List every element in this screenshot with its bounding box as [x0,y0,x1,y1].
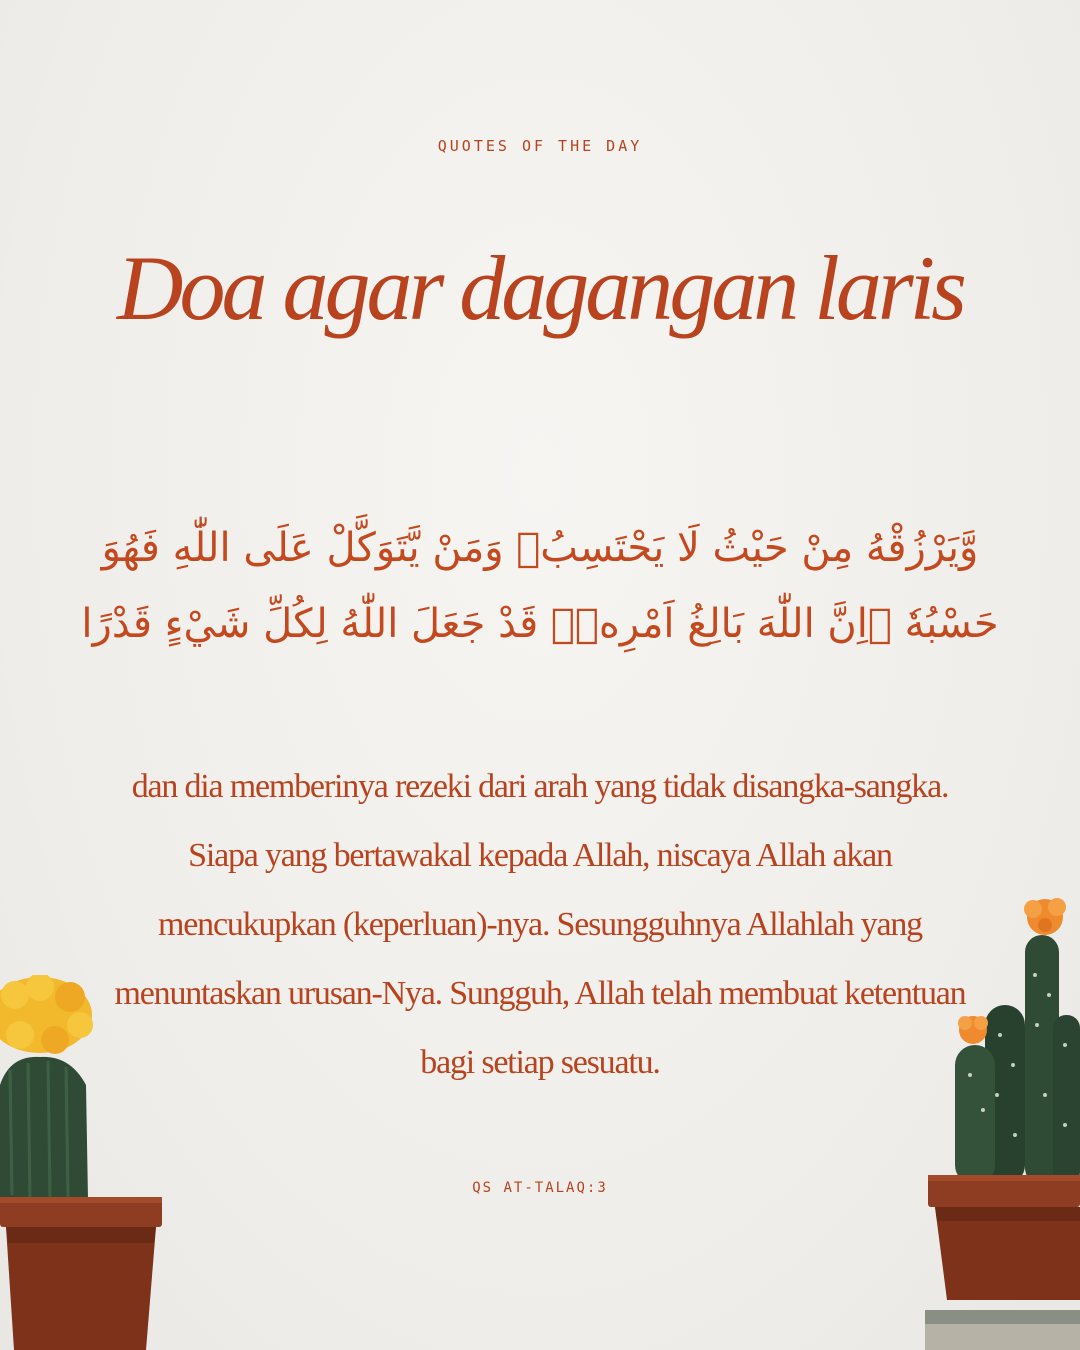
book-stack [925,1310,1080,1350]
yellow-flower-icon [0,975,93,1054]
verse-source: QS AT-TALAQ:3 [472,1180,608,1196]
page-title: Doa agar dagangan laris [117,237,963,339]
verse-translation: dan dia memberinya rezeki dari arah yang tidak disangka-sangka. Siapa yang bertawakal kepada Allah, niscaya Allah akan mencukupkan (keperluan)-nya. Sesungguhnya Allahlah yang menuntaskan urusan-Nya. Sungguh, Allah telah membuat ketentuan bagi setiap sesuatu. [114,768,966,1081]
orange-flower-icon [1024,898,1066,935]
orange-flower-small-icon [958,1016,988,1044]
left-cactus-plant-illustration [0,975,175,1350]
arabic-verse: وَّيَرْزُقْهُ مِنْ حَيْثُ لَا يَحْتَسِبُۗ وَمَنْ يَّتَوَكَّلْ عَلَى اللّٰهِ فَهُوَ حَسْبُهٗ ۗاِنَّ اللّٰهَ بَالِغُ اَمْرِهٖۗ قَدْ جَعَلَ اللّٰهُ لِكُلِّ شَيْءٍ قَدْرًا [81,525,999,647]
left-pot [0,1197,162,1350]
quotes-of-the-day-label: QUOTES OF THE DAY [437,137,643,155]
right-pot [928,1175,1080,1300]
right-cactus-plant-illustration [925,895,1080,1350]
